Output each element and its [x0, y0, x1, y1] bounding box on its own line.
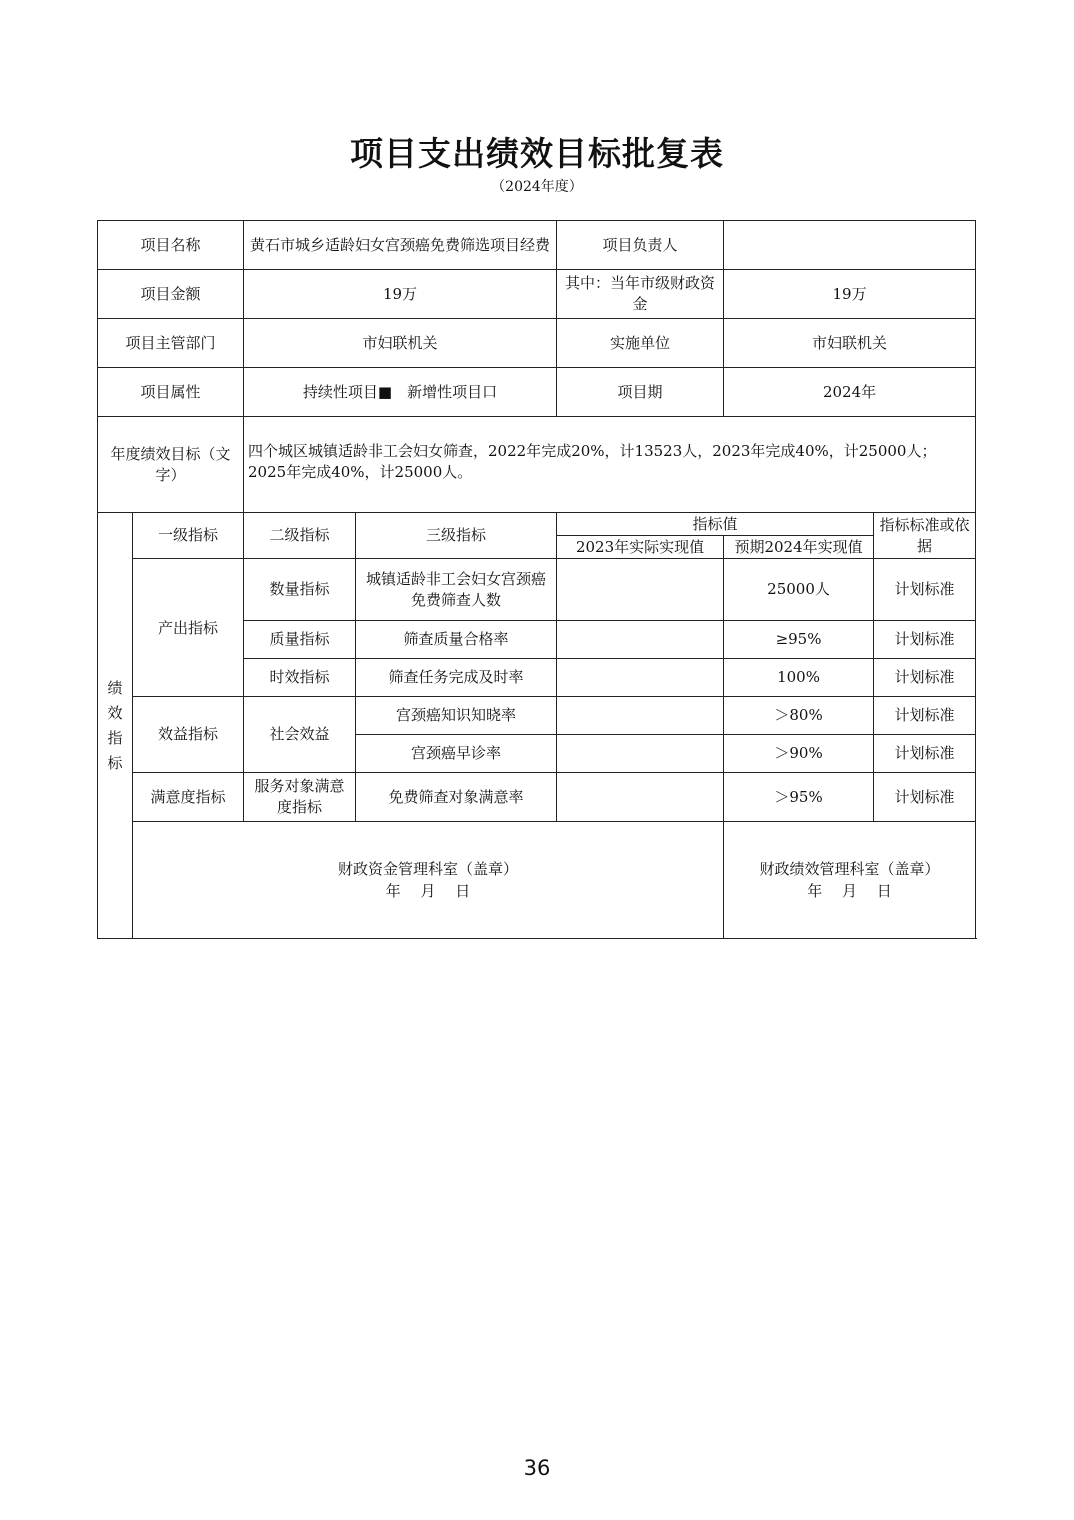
header-level2: 二级指标 — [244, 513, 356, 559]
level3-cell: 宫颈癌早诊率 — [356, 735, 557, 773]
supervising-dept-value: 市妇联机关 — [244, 319, 557, 368]
header-level1: 一级指标 — [133, 513, 244, 559]
page-number: 36 — [523, 1456, 551, 1480]
header-actual-2023: 2023年实际实现值 — [557, 536, 724, 559]
table-row — [98, 697, 976, 735]
implementing-unit-value: 市妇联机关 — [724, 319, 976, 368]
annual-goal-text: 四个城区城镇适龄非工会妇女筛查，2022年完成20%，计13523人，2023年完成40%，计25000人；2025年完成40%，计25000人。 — [244, 417, 976, 513]
date-line: 年 月 日 — [385, 882, 471, 900]
standard-cell: 计划标准 — [874, 697, 976, 735]
level2-cell: 质量指标 — [244, 621, 356, 659]
actual-2023-cell — [557, 659, 724, 697]
standard-cell: 计划标准 — [874, 659, 976, 697]
actual-2023-cell — [557, 621, 724, 659]
actual-2023-cell — [557, 697, 724, 735]
group-output: 产出指标 — [133, 559, 244, 697]
table-row — [98, 559, 976, 621]
level3-cell: 宫颈癌知识知晓率 — [356, 697, 557, 735]
expected-2024-cell: ＞95% — [724, 773, 874, 822]
expected-2024-cell: ＞80% — [724, 697, 874, 735]
expected-2024-cell: ＞90% — [724, 735, 874, 773]
header-standard: 指标标准或依据 — [874, 513, 976, 559]
section-char: 效 — [107, 703, 123, 722]
standard-cell: 计划标准 — [874, 621, 976, 659]
document-year: （2024年度） — [491, 179, 583, 195]
expected-2024-cell: 25000人 — [724, 559, 874, 621]
date-line: 年 月 日 — [807, 882, 892, 900]
document-title: 项目支出绩效目标批复表 — [350, 134, 724, 173]
section-char: 绩 — [107, 678, 123, 697]
section-char: 指 — [107, 728, 123, 747]
level2-cell: 数量指标 — [244, 559, 356, 621]
standard-cell: 计划标准 — [874, 559, 976, 621]
expected-2024-cell: 100% — [724, 659, 874, 697]
level3-cell: 城镇适龄非工会妇女宫颈癌免费筛查人数 — [356, 559, 557, 621]
implementing-unit-label: 实施单位 — [557, 319, 724, 368]
project-leader-value — [724, 221, 976, 270]
group-benefit: 效益指标 — [133, 697, 244, 773]
performance-target-table — [97, 220, 976, 939]
header-expected-2024: 预期2024年实现值 — [724, 536, 874, 559]
actual-2023-cell — [557, 773, 724, 822]
header-level3: 三级指标 — [356, 513, 557, 559]
project-attribute-value: 持续性项目■ 新增性项目口 — [244, 368, 557, 417]
finance-fund-office-signature — [133, 822, 724, 939]
group-satisfaction: 满意度指标 — [133, 773, 244, 822]
office-name: 财政绩效管理科室（盖章） — [759, 860, 940, 878]
project-attribute-label: 项目属性 — [98, 368, 244, 417]
table-row — [98, 773, 976, 822]
actual-2023-cell — [557, 559, 724, 621]
office-name: 财政资金管理科室（盖章） — [338, 860, 519, 878]
level2-cell: 社会效益 — [244, 697, 356, 773]
city-fund-value: 19万 — [724, 270, 976, 319]
expected-2024-cell: ≥95% — [724, 621, 874, 659]
standard-cell: 计划标准 — [874, 735, 976, 773]
level2-cell: 时效指标 — [244, 659, 356, 697]
project-name-value: 黄石市城乡适龄妇女宫颈癌免费筛选项目经费 — [244, 221, 557, 270]
actual-2023-cell — [557, 735, 724, 773]
supervising-dept-label: 项目主管部门 — [98, 319, 244, 368]
performance-indicators-section — [98, 513, 133, 939]
level3-cell: 免费筛查对象满意率 — [356, 773, 557, 822]
header-indicator-value: 指标值 — [557, 513, 874, 536]
project-period-label: 项目期 — [557, 368, 724, 417]
section-char: 标 — [107, 753, 123, 772]
project-amount-label: 项目金额 — [98, 270, 244, 319]
project-leader-label: 项目负责人 — [557, 221, 724, 270]
standard-cell: 计划标准 — [874, 773, 976, 822]
level3-cell: 筛查质量合格率 — [356, 621, 557, 659]
finance-performance-office-signature — [724, 822, 976, 939]
city-fund-label: 其中：当年市级财政资金 — [557, 270, 724, 319]
project-amount-value: 19万 — [244, 270, 557, 319]
annual-goal-label: 年度绩效目标（文字） — [98, 417, 244, 513]
project-name-label: 项目名称 — [98, 221, 244, 270]
level2-cell: 服务对象满意度指标 — [244, 773, 356, 822]
level3-cell: 筛查任务完成及时率 — [356, 659, 557, 697]
project-period-value: 2024年 — [724, 368, 976, 417]
